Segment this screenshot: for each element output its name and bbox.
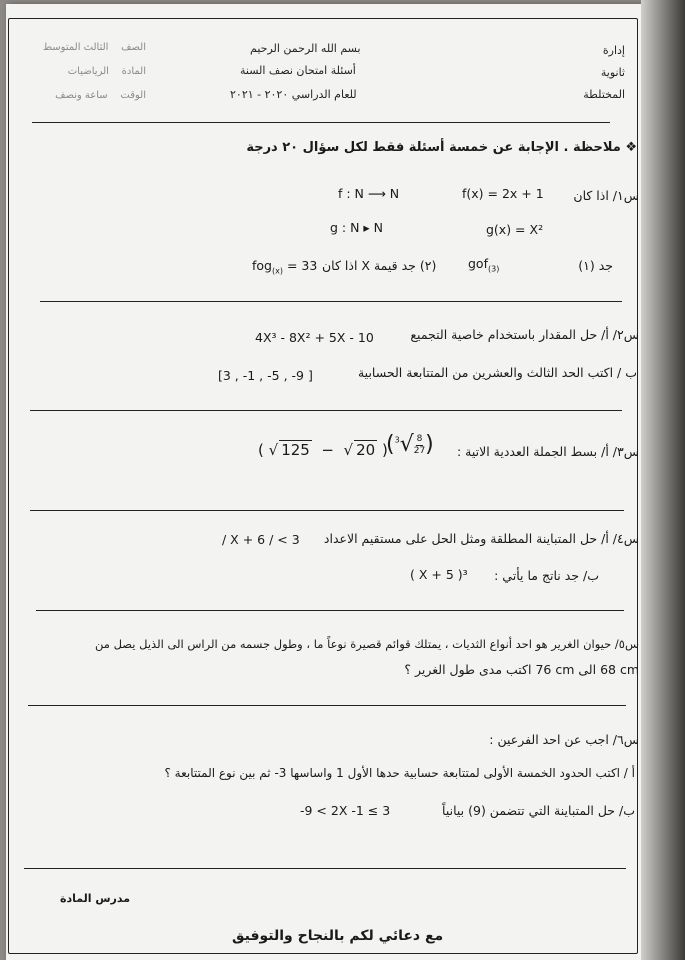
q5-line2 [404, 662, 639, 677]
q6-label: س٦/ اجب عن احد الفرعين : [489, 732, 639, 747]
q5-to: الى [578, 662, 597, 677]
fraction [414, 434, 425, 457]
q1-f-map: f : N ⟶ N [338, 186, 400, 201]
frac-den: 27 [413, 445, 426, 456]
q6-b-expr: -9 < 2X -1 ≤ 3 [300, 803, 391, 818]
header-school: ثانوية [600, 66, 625, 79]
gof-sub: (3) [487, 264, 500, 274]
teacher-label: مدرس المادة [60, 892, 131, 905]
gof-text: gof [468, 256, 488, 271]
q2-b-seq: [3 , -1 , -5 , -9 ] [218, 368, 313, 383]
q1-f: f(x) = 2x + 1 [462, 186, 544, 201]
q4-b-expr: ( X + 5 )³ [410, 567, 468, 582]
header-time [18, 90, 146, 101]
time-label: الوقت [120, 90, 146, 101]
divider [30, 510, 624, 511]
q1-part2: (٢) جد قيمة X اذا كان [322, 258, 437, 273]
q1-fog [252, 258, 317, 276]
q1-find: جد (١) [578, 258, 613, 273]
divider [28, 705, 626, 706]
expr-close: ) [381, 441, 388, 459]
q4-a-label: س٤/ أ/ حل المتباينة المطلقة ومثل الحل على مستقيم الاعداد [323, 531, 639, 546]
cube-index: 3 [394, 435, 400, 445]
time-value: ساعة ونصف [55, 90, 108, 101]
note-star: ❖ [625, 140, 637, 155]
q3-expr: ( √ 125 − √ 20 ) [258, 441, 388, 459]
subject-label: المادة [121, 66, 146, 77]
expr-open: ( [258, 441, 264, 459]
q5-min: 68 cm [600, 662, 639, 677]
q2-a-expr: 4X³ - 8X² + 5X - 10 [255, 330, 374, 345]
divider [30, 410, 622, 411]
minus-sign: − [321, 441, 334, 459]
q5-max: 76 cm [535, 662, 575, 677]
divider [40, 301, 622, 302]
header-title: أسئلة امتحان نصف السنة [240, 64, 356, 77]
q3-label: س٣/ أ/ بسط الجملة العددية الاتية : [456, 444, 639, 459]
divider [36, 610, 624, 611]
q5-question: اكتب مدى طول الغرير ؟ [404, 662, 532, 677]
header-year: للعام الدراسي ٢٠٢٠ - ٢٠٢١ [230, 88, 357, 101]
fog-text: fog [252, 258, 272, 273]
header-subject [18, 66, 146, 77]
grade-value: الثالث المتوسط [42, 42, 109, 53]
q1-label: س١/ اذا كان [573, 188, 639, 203]
q6-a: أ / اكتب الحدود الخمسة الأولى لمتتابعة حسابية حدها الأول 1 واساسها 3- ثم بين نوع المتتابعة ؟ [164, 766, 635, 780]
closing-wish: مع دعائي لكم بالنجاح والتوفيق [232, 928, 444, 944]
q2-b-label: ب / اكتب الحد الثالث والعشرين من المتتابعة الحسابية [357, 365, 637, 380]
q3-cube-root: ($^3$√ $\frac{8}{27}$ ) [386, 432, 434, 457]
header-mixed: المختلطة [583, 88, 625, 101]
photo-edge-shadow [641, 0, 685, 960]
grade-label: الصف [121, 42, 146, 53]
radicand-125: 125 [281, 441, 310, 459]
q1-gof [468, 256, 499, 274]
header-grade [18, 42, 146, 53]
radicand-20: 20 [356, 441, 376, 459]
note-text: ملاحظة . الإجابة عن خمسة أسئلة فقط لكل سؤال ٢٠ درجة [246, 140, 621, 155]
q2-a-label: س٢/ أ/ حل المقدار باستخدام خاصية التجميع [410, 327, 639, 342]
divider [32, 122, 610, 123]
q4-a-expr: / X + 6 / < 3 [222, 532, 300, 547]
header-basmala: بسم الله الرحمن الرحيم [250, 42, 361, 55]
fog-eq: = 33 [286, 258, 318, 273]
q4-b-label: ب/ جد ناتج ما يأتي : [494, 568, 599, 583]
q1-g-map: g : N ▸ N [330, 220, 384, 235]
header-admin: إدارة [602, 44, 625, 57]
q6-b-label: ب/ حل المتباينة التي تتضمن (9) بيانياً [442, 803, 635, 818]
divider [24, 868, 626, 869]
q5-line1: س٥/ حيوان الغرير هو احد أنواع الثديات ، يمتلك قوائم قصيرة نوعاً ما ، وطول جسمه من الراس الى الذيل يصل من [95, 637, 639, 651]
frac-num: 8 [416, 433, 423, 444]
note [246, 140, 637, 155]
subject-value: الرياضيات [67, 66, 109, 77]
q1-g: g(x) = X² [486, 222, 544, 237]
fog-sub: (x) [271, 266, 283, 276]
